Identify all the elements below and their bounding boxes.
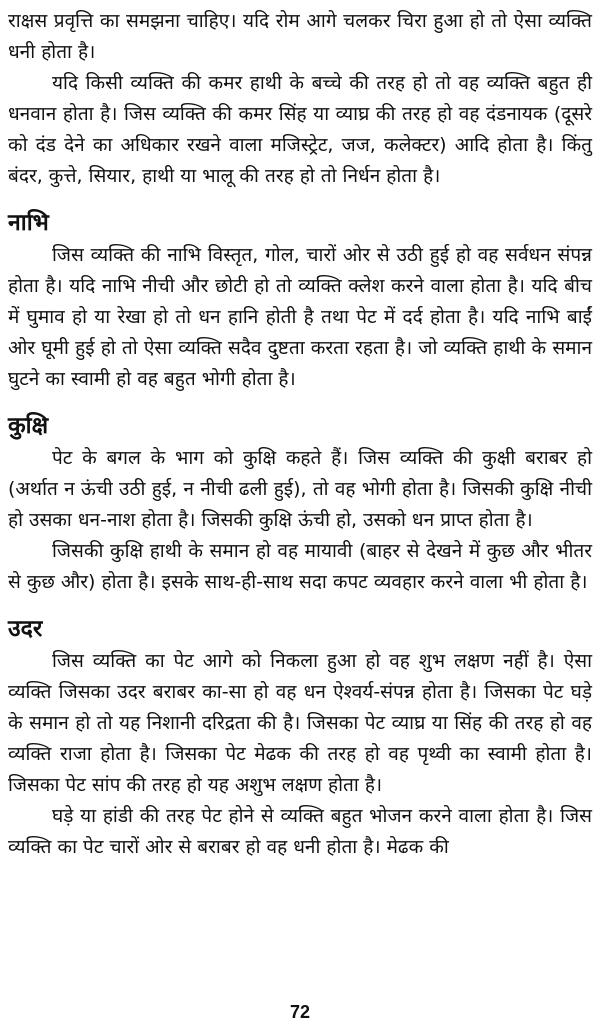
heading-udar: उदर xyxy=(8,616,43,642)
section-opening xyxy=(8,6,592,192)
section-udar xyxy=(8,612,592,863)
section-kukshi xyxy=(8,409,592,598)
paragraph-udar-2: घड़े या हांडी की तरह पेट होने से व्यक्ति बहुत भोजन करने वाला होता है। जिस व्यक्ति का पेट चारों ओर से बराबर हो वह धनी होता है। मेढक की xyxy=(8,805,592,858)
page-number: 72 xyxy=(289,1002,311,1022)
paragraph-kukshi-1: पेट के बगल के भाग को कुक्षि कहते हैं। जिस व्यक्ति की कुक्षी बराबर हो (अर्थात न ऊंची उठी हुई, न नीची ढली हुई), तो वह भोगी होता है। जिसकी कुक्षि नीची हो उसका धन-नाश होता है। जिसकी कुक्षि ऊंची हो, उसको धन प्राप्त होता है। xyxy=(8,447,592,531)
paragraph-opening: राक्षस प्रवृत्ति का समझना चाहिए। यदि रोम आगे चलकर चिरा हुआ हो तो ऐसा व्यक्ति धनी होता है। xyxy=(8,10,592,63)
paragraph-kamar: यदि किसी व्यक्ति की कमर हाथी के बच्चे की तरह हो तो वह व्यक्ति बहुत ही धनवान होता है। जिस व्यक्ति की कमर सिंह या व्याघ्र की तरह हो वह दंडनायक (दूसरे को दंड देने का अधिकार रखने वाला मजिस्ट्रेट, जज, कलेक्टर) आदि होता है। किंतु बंदर, कुत्ते, सियार, हाथी या भालू की तरह हो तो निर्धन होता है। xyxy=(8,72,592,187)
heading-kukshi: कुक्षि xyxy=(8,413,49,439)
paragraph-udar-1: जिस व्यक्ति का पेट आगे को निकला हुआ हो वह शुभ लक्षण नहीं है। ऐसा व्यक्ति जिसका उदर बराबर का-सा हो वह धन ऐश्वर्य-संपन्न होता है। जिसका पेट घड़े के समान हो तो यह निशानी दरिद्रता की है। जिसका पेट व्याघ्र या सिंह की तरह हो वह व्यक्ति राजा होता है। जिसका पेट मेढक की तरह हो वह पृथ्वी का स्वामी होता है। जिसका पेट सांप की तरह हो यह अशुभ लक्षण होता है। xyxy=(8,650,592,796)
paragraph-nabhi: जिस व्यक्ति की नाभि विस्तृत, गोल, चारों ओर से उठी हुई हो वह सर्वधन संपन्न होता है। यदि नाभि नीची और छोटी हो तो व्यक्ति क्लेश करने वाला होता है। यदि बीच में घुमाव हो या रेखा हो तो धन हानि होती है तथा पेट में दर्द होता है। यदि नाभि बाईं ओर घूमी हुई हो तो ऐसा व्यक्ति सदैव दुष्टता करता रहता है। जो व्यक्ति हाथी के समान घुटने का स्वामी हो वह बहुत भोगी होता है। xyxy=(8,244,592,390)
section-nabhi xyxy=(8,206,592,395)
heading-nabhi: नाभि xyxy=(8,210,49,236)
paragraph-kukshi-2: जिसकी कुक्षि हाथी के समान हो वह मायावी (बाहर से देखने में कुछ और भीतर से कुछ और) होता है। इसके साथ-ही-साथ सदा कपट व्यवहार करने वाला भी होता है। xyxy=(8,540,592,593)
